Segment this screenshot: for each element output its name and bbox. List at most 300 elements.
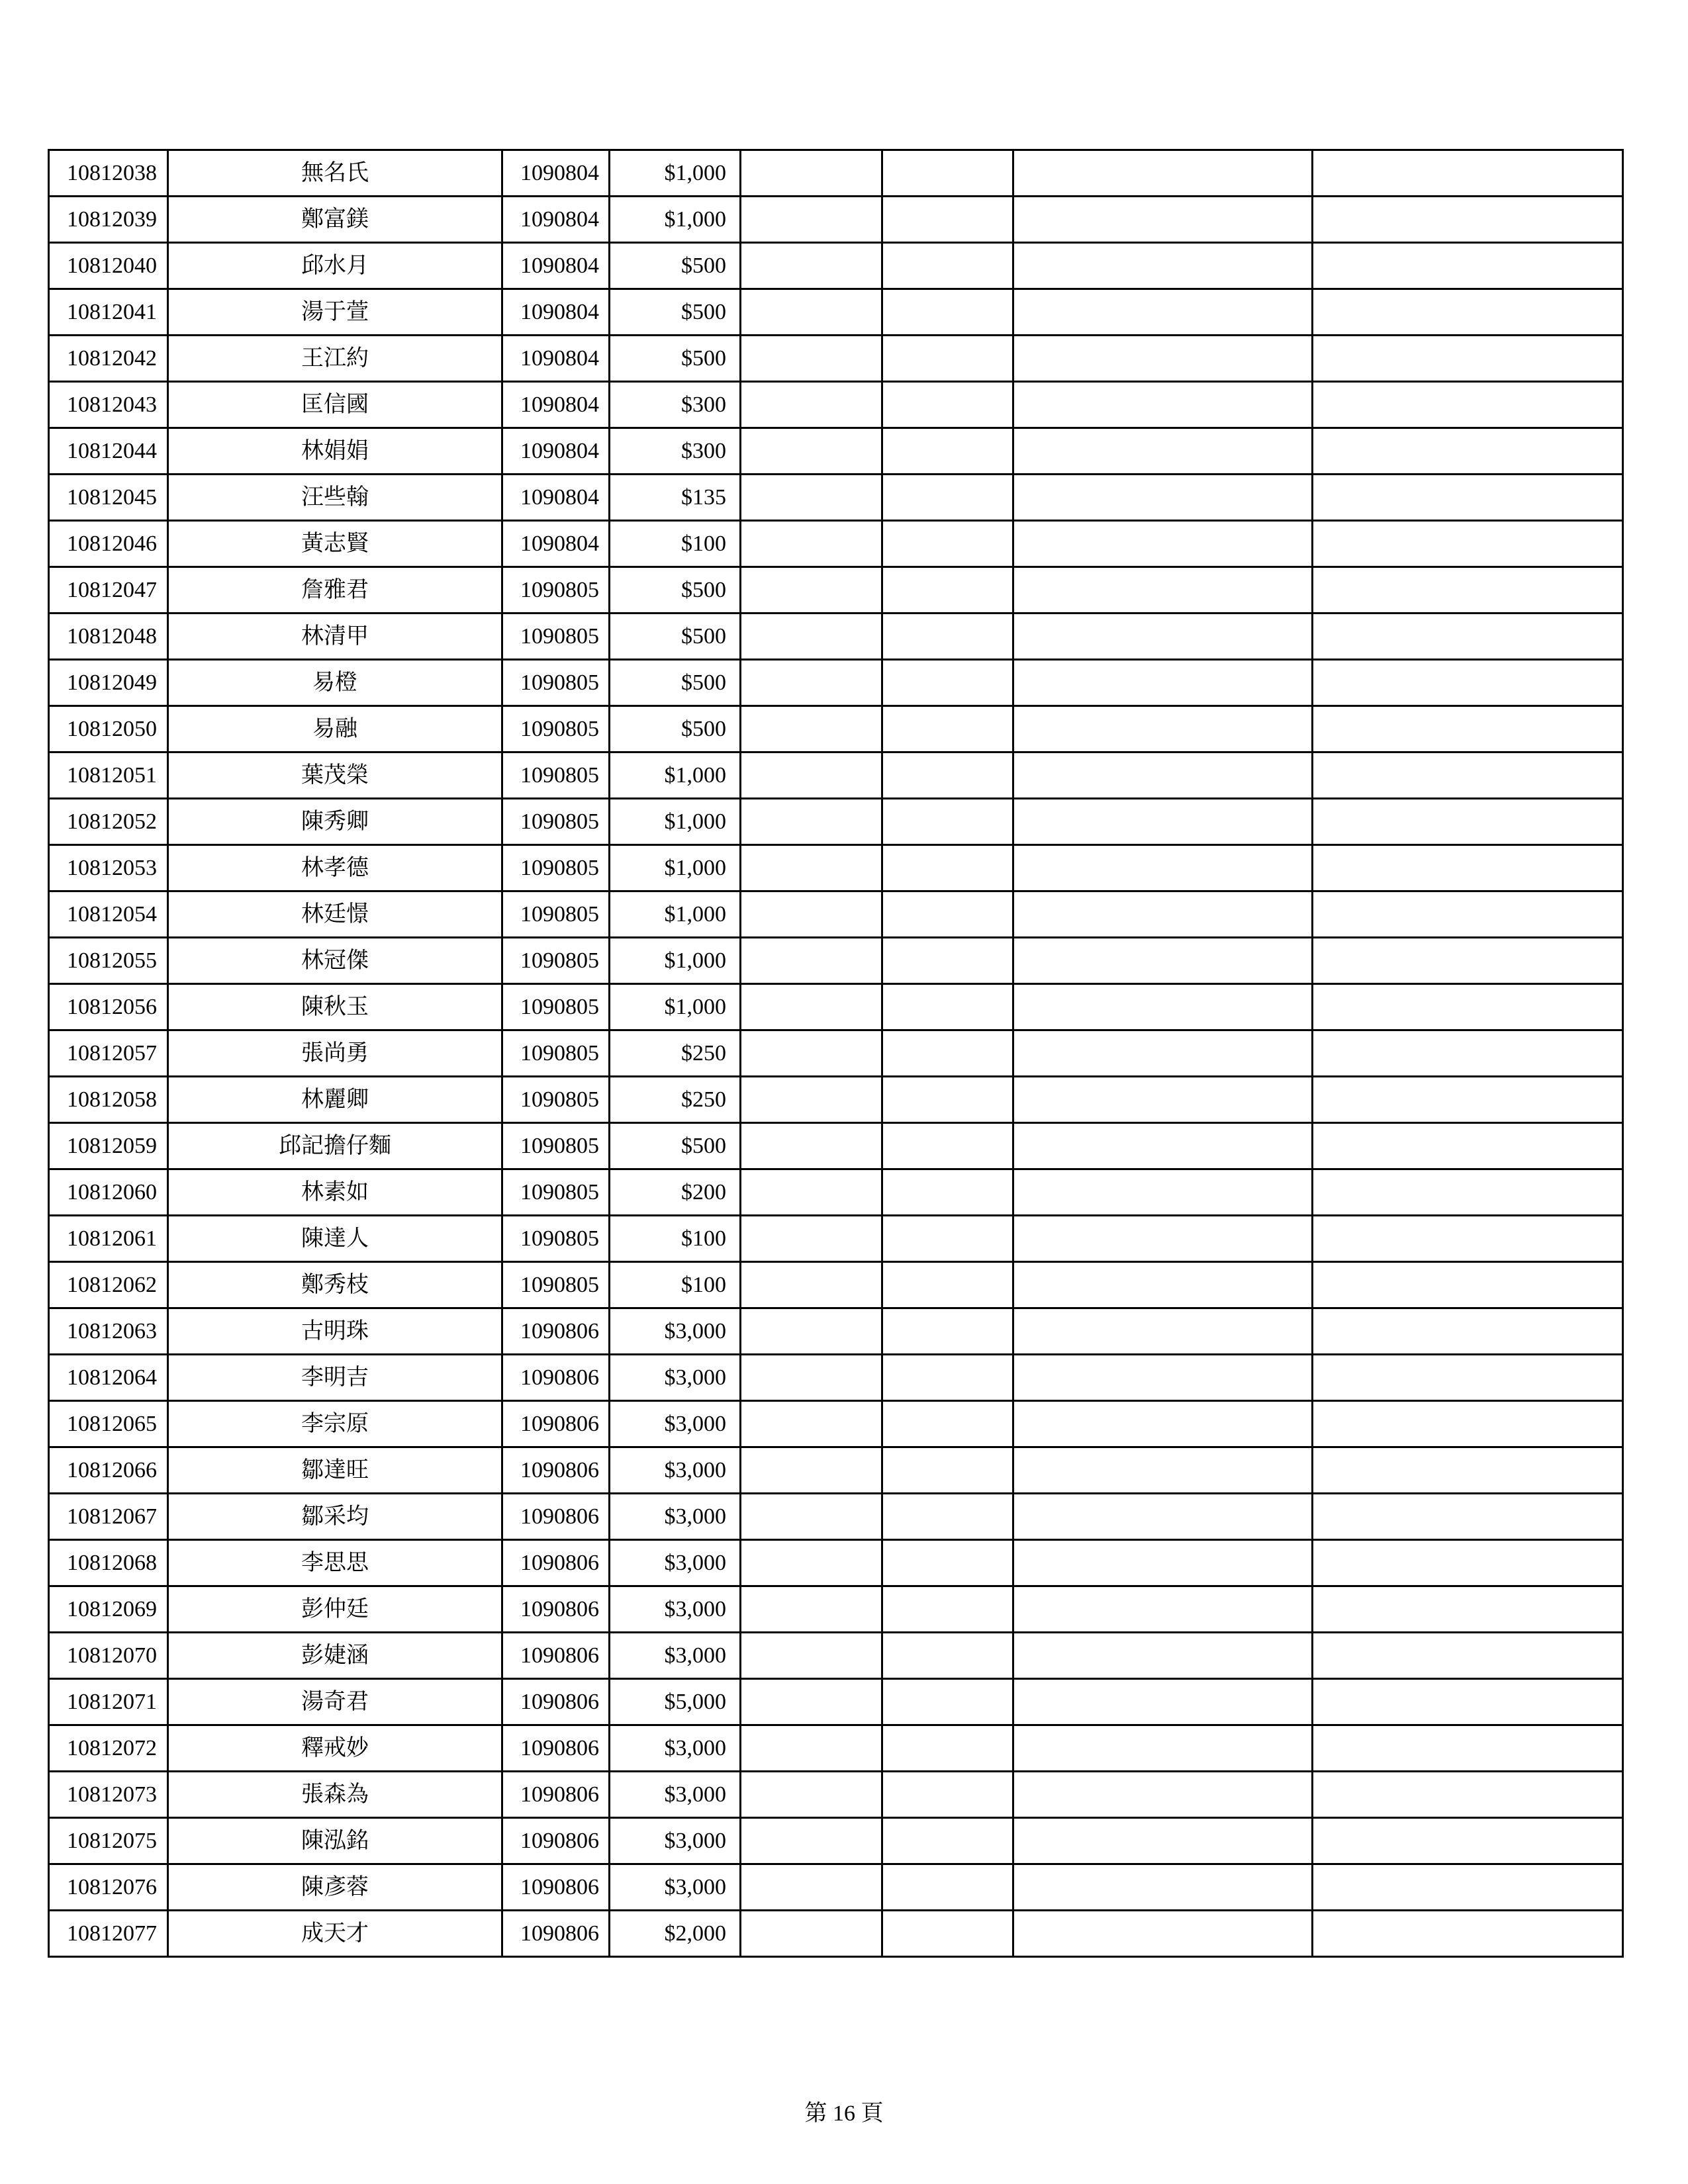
blank-cell (741, 1586, 882, 1633)
amount-cell: $250 (610, 1077, 741, 1123)
blank-cell (1013, 1447, 1313, 1494)
receipt-number-cell: 10812051 (49, 752, 168, 799)
blank-cell (1013, 243, 1313, 289)
date-cell: 1090805 (502, 1216, 610, 1262)
blank-cell (1313, 1540, 1623, 1586)
blank-cell (882, 521, 1013, 567)
donor-name-cell: 陳秀卿 (168, 799, 502, 845)
donor-name-cell: 王江約 (168, 336, 502, 382)
amount-cell: $500 (610, 567, 741, 614)
amount-cell: $500 (610, 1123, 741, 1169)
blank-cell (882, 706, 1013, 752)
table-row (49, 1355, 1623, 1401)
blank-cell (1313, 1586, 1623, 1633)
blank-cell (1013, 1586, 1313, 1633)
receipt-number-cell: 10812058 (49, 1077, 168, 1123)
date-cell: 1090805 (502, 891, 610, 938)
amount-cell: $500 (610, 614, 741, 660)
donor-name-cell: 邱水月 (168, 243, 502, 289)
blank-cell (1313, 938, 1623, 984)
blank-cell (1313, 567, 1623, 614)
receipt-number-cell: 10812041 (49, 289, 168, 336)
date-cell: 1090806 (502, 1586, 610, 1633)
table-row (49, 984, 1623, 1030)
blank-cell (882, 938, 1013, 984)
donor-name-cell: 彭仲廷 (168, 1586, 502, 1633)
table-row (49, 706, 1623, 752)
blank-cell (1013, 382, 1313, 428)
date-cell: 1090806 (502, 1725, 610, 1772)
blank-cell (882, 428, 1013, 475)
amount-cell: $2,000 (610, 1911, 741, 1957)
blank-cell (741, 938, 882, 984)
table-row (49, 336, 1623, 382)
receipt-number-cell: 10812064 (49, 1355, 168, 1401)
donor-name-cell: 陳泓銘 (168, 1818, 502, 1864)
blank-cell (741, 243, 882, 289)
amount-cell: $100 (610, 521, 741, 567)
receipt-number-cell: 10812049 (49, 660, 168, 706)
blank-cell (1313, 1679, 1623, 1725)
donor-name-cell: 張森為 (168, 1772, 502, 1818)
receipt-number-cell: 10812077 (49, 1911, 168, 1957)
amount-cell: $1,000 (610, 891, 741, 938)
blank-cell (882, 1540, 1013, 1586)
amount-cell: $3,000 (610, 1447, 741, 1494)
date-cell: 1090805 (502, 938, 610, 984)
donor-name-cell: 詹雅君 (168, 567, 502, 614)
blank-cell (741, 1030, 882, 1077)
date-cell: 1090806 (502, 1772, 610, 1818)
table-row (49, 1540, 1623, 1586)
date-cell: 1090804 (502, 289, 610, 336)
blank-cell (1013, 614, 1313, 660)
amount-cell: $3,000 (610, 1586, 741, 1633)
date-cell: 1090806 (502, 1308, 610, 1355)
blank-cell (741, 1494, 882, 1540)
blank-cell (1313, 799, 1623, 845)
donor-name-cell: 釋戒妙 (168, 1725, 502, 1772)
amount-cell: $1,000 (610, 984, 741, 1030)
blank-cell (1013, 1494, 1313, 1540)
blank-cell (882, 567, 1013, 614)
receipt-number-cell: 10812055 (49, 938, 168, 984)
blank-cell (1313, 197, 1623, 243)
blank-cell (1013, 1077, 1313, 1123)
blank-cell (1313, 845, 1623, 891)
date-cell: 1090805 (502, 1123, 610, 1169)
table-row (49, 1725, 1623, 1772)
amount-cell: $3,000 (610, 1818, 741, 1864)
donor-name-cell: 易融 (168, 706, 502, 752)
donor-name-cell: 鄭富鎂 (168, 197, 502, 243)
blank-cell (741, 845, 882, 891)
amount-cell: $100 (610, 1216, 741, 1262)
donor-name-cell: 林孝德 (168, 845, 502, 891)
table-row (49, 567, 1623, 614)
blank-cell (882, 1123, 1013, 1169)
donor-name-cell: 鄭秀枝 (168, 1262, 502, 1308)
table-row (49, 614, 1623, 660)
receipt-number-cell: 10812048 (49, 614, 168, 660)
blank-cell (741, 1308, 882, 1355)
receipt-number-cell: 10812071 (49, 1679, 168, 1725)
table-row (49, 891, 1623, 938)
blank-cell (882, 1679, 1013, 1725)
date-cell: 1090806 (502, 1447, 610, 1494)
blank-cell (1313, 1447, 1623, 1494)
blank-cell (882, 1355, 1013, 1401)
blank-cell (882, 1494, 1013, 1540)
blank-cell (1313, 1772, 1623, 1818)
blank-cell (1313, 150, 1623, 197)
amount-cell: $1,000 (610, 197, 741, 243)
blank-cell (741, 1447, 882, 1494)
blank-cell (1313, 1216, 1623, 1262)
donor-name-cell: 林廷憬 (168, 891, 502, 938)
table-row (49, 1911, 1623, 1957)
blank-cell (882, 984, 1013, 1030)
blank-cell (882, 845, 1013, 891)
blank-cell (1313, 660, 1623, 706)
blank-cell (882, 1169, 1013, 1216)
table-row (49, 1447, 1623, 1494)
amount-cell: $3,000 (610, 1355, 741, 1401)
amount-cell: $500 (610, 243, 741, 289)
amount-cell: $500 (610, 660, 741, 706)
amount-cell: $135 (610, 475, 741, 521)
blank-cell (882, 752, 1013, 799)
date-cell: 1090805 (502, 706, 610, 752)
blank-cell (882, 1818, 1013, 1864)
receipt-number-cell: 10812067 (49, 1494, 168, 1540)
blank-cell (882, 289, 1013, 336)
date-cell: 1090804 (502, 428, 610, 475)
date-cell: 1090806 (502, 1679, 610, 1725)
date-cell: 1090805 (502, 660, 610, 706)
blank-cell (1013, 521, 1313, 567)
amount-cell: $3,000 (610, 1633, 741, 1679)
blank-cell (882, 1077, 1013, 1123)
blank-cell (1313, 521, 1623, 567)
blank-cell (1013, 336, 1313, 382)
receipt-number-cell: 10812063 (49, 1308, 168, 1355)
blank-cell (882, 1864, 1013, 1911)
receipt-number-cell: 10812045 (49, 475, 168, 521)
blank-cell (1313, 1818, 1623, 1864)
blank-cell (741, 150, 882, 197)
date-cell: 1090806 (502, 1818, 610, 1864)
table-body (49, 150, 1623, 1957)
blank-cell (741, 428, 882, 475)
date-cell: 1090804 (502, 336, 610, 382)
blank-cell (1313, 1633, 1623, 1679)
blank-cell (1313, 1494, 1623, 1540)
blank-cell (1013, 197, 1313, 243)
blank-cell (1313, 289, 1623, 336)
date-cell: 1090805 (502, 1077, 610, 1123)
blank-cell (741, 336, 882, 382)
blank-cell (741, 1262, 882, 1308)
blank-cell (1313, 614, 1623, 660)
amount-cell: $1,000 (610, 938, 741, 984)
receipt-number-cell: 10812056 (49, 984, 168, 1030)
blank-cell (741, 1772, 882, 1818)
date-cell: 1090806 (502, 1355, 610, 1401)
date-cell: 1090805 (502, 614, 610, 660)
blank-cell (1013, 1308, 1313, 1355)
blank-cell (882, 660, 1013, 706)
table-row (49, 382, 1623, 428)
blank-cell (741, 1169, 882, 1216)
receipt-number-cell: 10812052 (49, 799, 168, 845)
blank-cell (882, 1262, 1013, 1308)
blank-cell (1013, 1679, 1313, 1725)
blank-cell (1013, 1725, 1313, 1772)
receipt-number-cell: 10812046 (49, 521, 168, 567)
blank-cell (1013, 845, 1313, 891)
receipt-number-cell: 10812044 (49, 428, 168, 475)
blank-cell (1313, 1169, 1623, 1216)
blank-cell (1313, 1262, 1623, 1308)
blank-cell (1313, 336, 1623, 382)
blank-cell (1313, 706, 1623, 752)
donor-name-cell: 湯奇君 (168, 1679, 502, 1725)
donor-name-cell: 李宗原 (168, 1401, 502, 1447)
donor-name-cell: 黃志賢 (168, 521, 502, 567)
blank-cell (882, 1725, 1013, 1772)
donor-name-cell: 李思思 (168, 1540, 502, 1586)
blank-cell (1013, 289, 1313, 336)
blank-cell (741, 1818, 882, 1864)
blank-cell (1313, 1355, 1623, 1401)
donor-name-cell: 林麗卿 (168, 1077, 502, 1123)
receipt-number-cell: 10812065 (49, 1401, 168, 1447)
date-cell: 1090806 (502, 1864, 610, 1911)
date-cell: 1090805 (502, 1030, 610, 1077)
blank-cell (1013, 891, 1313, 938)
blank-cell (1013, 428, 1313, 475)
table-row (49, 1772, 1623, 1818)
blank-cell (1013, 1911, 1313, 1957)
blank-cell (741, 521, 882, 567)
blank-cell (1013, 1262, 1313, 1308)
amount-cell: $250 (610, 1030, 741, 1077)
blank-cell (1013, 1864, 1313, 1911)
table-row (49, 1030, 1623, 1077)
blank-cell (741, 891, 882, 938)
blank-cell (741, 1911, 882, 1957)
table-row (49, 752, 1623, 799)
date-cell: 1090804 (502, 475, 610, 521)
blank-cell (741, 382, 882, 428)
receipt-number-cell: 10812039 (49, 197, 168, 243)
receipt-number-cell: 10812072 (49, 1725, 168, 1772)
donor-name-cell: 鄒達旺 (168, 1447, 502, 1494)
blank-cell (1013, 567, 1313, 614)
date-cell: 1090806 (502, 1401, 610, 1447)
table-row (49, 938, 1623, 984)
receipt-number-cell: 10812070 (49, 1633, 168, 1679)
amount-cell: $3,000 (610, 1772, 741, 1818)
blank-cell (1313, 1030, 1623, 1077)
date-cell: 1090806 (502, 1911, 610, 1957)
blank-cell (882, 1633, 1013, 1679)
amount-cell: $200 (610, 1169, 741, 1216)
date-cell: 1090805 (502, 984, 610, 1030)
blank-cell (882, 1911, 1013, 1957)
blank-cell (1313, 1911, 1623, 1957)
blank-cell (741, 984, 882, 1030)
blank-cell (1013, 706, 1313, 752)
blank-cell (882, 150, 1013, 197)
blank-cell (1013, 1355, 1313, 1401)
blank-cell (882, 1308, 1013, 1355)
donor-name-cell: 林素如 (168, 1169, 502, 1216)
donor-name-cell: 邱記擔仔麵 (168, 1123, 502, 1169)
amount-cell: $300 (610, 382, 741, 428)
donor-name-cell: 無名氏 (168, 150, 502, 197)
amount-cell: $500 (610, 289, 741, 336)
date-cell: 1090805 (502, 1262, 610, 1308)
blank-cell (741, 1123, 882, 1169)
receipt-number-cell: 10812059 (49, 1123, 168, 1169)
receipt-number-cell: 10812040 (49, 243, 168, 289)
amount-cell: $500 (610, 706, 741, 752)
table-row (49, 1818, 1623, 1864)
amount-cell: $1,000 (610, 752, 741, 799)
blank-cell (1013, 752, 1313, 799)
receipt-number-cell: 10812060 (49, 1169, 168, 1216)
blank-cell (741, 660, 882, 706)
blank-cell (1313, 382, 1623, 428)
table-row (49, 845, 1623, 891)
amount-cell: $300 (610, 428, 741, 475)
blank-cell (1313, 243, 1623, 289)
receipt-number-cell: 10812042 (49, 336, 168, 382)
blank-cell (1313, 428, 1623, 475)
receipt-number-cell: 10812068 (49, 1540, 168, 1586)
blank-cell (741, 752, 882, 799)
table-row (49, 1401, 1623, 1447)
blank-cell (1313, 1725, 1623, 1772)
blank-cell (741, 475, 882, 521)
date-cell: 1090806 (502, 1494, 610, 1540)
donor-name-cell: 林清甲 (168, 614, 502, 660)
donor-name-cell: 陳彥蓉 (168, 1864, 502, 1911)
table-row (49, 1077, 1623, 1123)
table-row (49, 660, 1623, 706)
table-row (49, 1216, 1623, 1262)
amount-cell: $100 (610, 1262, 741, 1308)
blank-cell (1313, 1308, 1623, 1355)
blank-cell (741, 1679, 882, 1725)
receipt-number-cell: 10812043 (49, 382, 168, 428)
blank-cell (882, 336, 1013, 382)
blank-cell (741, 614, 882, 660)
receipt-number-cell: 10812061 (49, 1216, 168, 1262)
donor-name-cell: 張尚勇 (168, 1030, 502, 1077)
blank-cell (741, 1540, 882, 1586)
blank-cell (1013, 1401, 1313, 1447)
blank-cell (1013, 1030, 1313, 1077)
receipt-number-cell: 10812066 (49, 1447, 168, 1494)
amount-cell: $3,000 (610, 1494, 741, 1540)
blank-cell (1013, 1633, 1313, 1679)
blank-cell (1313, 891, 1623, 938)
table-row (49, 243, 1623, 289)
amount-cell: $1,000 (610, 845, 741, 891)
table-row (49, 1586, 1623, 1633)
blank-cell (882, 1447, 1013, 1494)
date-cell: 1090806 (502, 1540, 610, 1586)
blank-cell (882, 382, 1013, 428)
receipt-number-cell: 10812073 (49, 1772, 168, 1818)
date-cell: 1090805 (502, 752, 610, 799)
donor-name-cell: 李明吉 (168, 1355, 502, 1401)
date-cell: 1090805 (502, 567, 610, 614)
blank-cell (882, 1216, 1013, 1262)
date-cell: 1090804 (502, 197, 610, 243)
blank-cell (882, 1401, 1013, 1447)
table-row (49, 428, 1623, 475)
blank-cell (1013, 660, 1313, 706)
blank-cell (1313, 1401, 1623, 1447)
date-cell: 1090804 (502, 382, 610, 428)
blank-cell (1013, 1818, 1313, 1864)
table-row (49, 150, 1623, 197)
donor-name-cell: 葉茂榮 (168, 752, 502, 799)
amount-cell: $3,000 (610, 1401, 741, 1447)
blank-cell (741, 1864, 882, 1911)
date-cell: 1090805 (502, 1169, 610, 1216)
receipt-number-cell: 10812076 (49, 1864, 168, 1911)
receipt-number-cell: 10812075 (49, 1818, 168, 1864)
blank-cell (741, 1077, 882, 1123)
donor-name-cell: 湯于萱 (168, 289, 502, 336)
table-row (49, 1169, 1623, 1216)
date-cell: 1090806 (502, 1633, 610, 1679)
amount-cell: $500 (610, 336, 741, 382)
blank-cell (882, 1030, 1013, 1077)
blank-cell (882, 799, 1013, 845)
blank-cell (1013, 1216, 1313, 1262)
receipt-number-cell: 10812047 (49, 567, 168, 614)
date-cell: 1090804 (502, 150, 610, 197)
blank-cell (1313, 752, 1623, 799)
amount-cell: $3,000 (610, 1864, 741, 1911)
donor-name-cell: 陳秋玉 (168, 984, 502, 1030)
table-row (49, 1864, 1623, 1911)
amount-cell: $5,000 (610, 1679, 741, 1725)
table-row (49, 289, 1623, 336)
receipt-number-cell: 10812057 (49, 1030, 168, 1077)
donor-name-cell: 陳達人 (168, 1216, 502, 1262)
blank-cell (1013, 984, 1313, 1030)
blank-cell (741, 1401, 882, 1447)
blank-cell (882, 614, 1013, 660)
blank-cell (1313, 1123, 1623, 1169)
date-cell: 1090805 (502, 799, 610, 845)
blank-cell (1313, 1864, 1623, 1911)
table-row (49, 1123, 1623, 1169)
blank-cell (741, 1355, 882, 1401)
receipt-number-cell: 10812069 (49, 1586, 168, 1633)
donation-table (48, 149, 1624, 1958)
blank-cell (1313, 1077, 1623, 1123)
receipt-number-cell: 10812038 (49, 150, 168, 197)
blank-cell (1013, 1540, 1313, 1586)
